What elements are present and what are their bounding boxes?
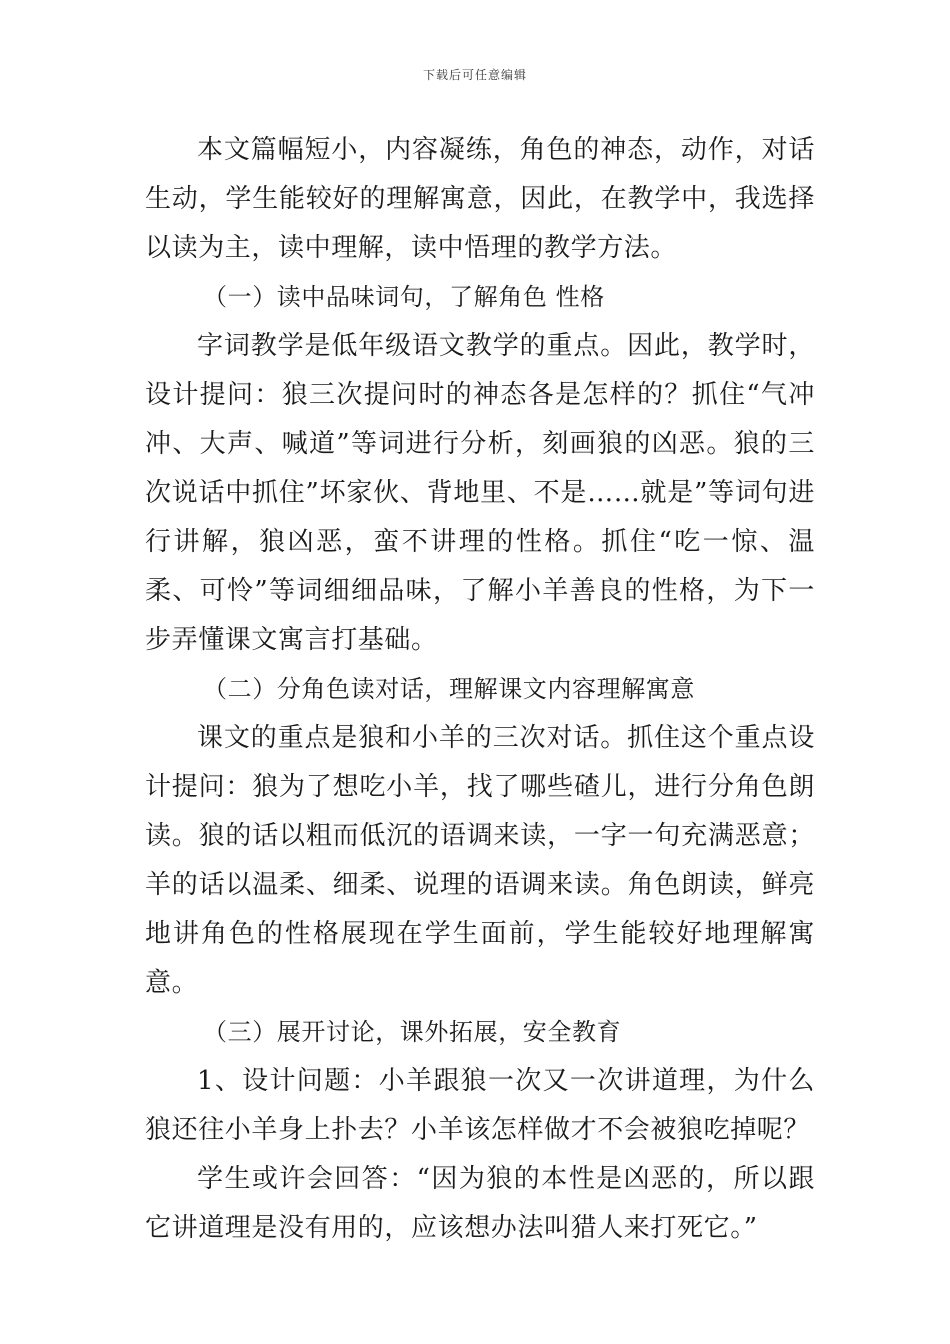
document-body: [145, 126, 815, 1253]
page-header: 下载后可任意编辑: [422, 68, 527, 82]
paragraph-question: 1、设计问题：小羊跟狼一次又一次讲道理，为什么狼还往小羊身上扑去？小羊该怎样做才不会被狼吃掉呢？: [145, 1066, 815, 1145]
section-heading-3: （三）展开讨论，课外拓展，安全教育: [203, 1018, 622, 1046]
paragraph-section-2: 课文的重点是狼和小羊的三次对话。抓住这个重点设计提问：狼为了想吃小羊，找了哪些碴儿，进行分角色朗读。狼的话以粗而低沉的语调来读，一字一句充满恶意；羊的话以温柔、细柔、说理的语调来读。角色朗读，鲜亮地讲角色的性格展现在学生面前，学生能较好地理解寓意。: [145, 723, 815, 998]
paragraph-answer: 学生或许会回答：“因为狼的本性是凶恶的，所以跟它讲道理是没有用的，应该想办法叫猎人来打死它。”: [145, 1164, 815, 1243]
paragraph-intro: 本文篇幅短小，内容凝练，角色的神态，动作，对话生动，学生能较好的理解寓意，因此，在教学中，我选择以读为主，读中理解，读中悟理的教学方法。: [145, 135, 815, 263]
section-heading-2: （二）分角色读对话，理解课文内容理解寓意: [203, 675, 695, 703]
paragraph-section-1: 字词教学是低年级语文教学的重点。因此，教学时，设计提问：狼三次提问时的神态各是怎样的？抓住“气冲冲、大声、喊道”等词进行分析，刻画狼的凶恶。狼的三次说话中抓住”坏家伙、背地里、不是……就是”等词句进行讲解，狼凶恶，蛮不讲理的性格。抓住“吃一惊、温柔、可怜”等词细细品味，了解小羊善良的性格，为下一步弄懂课文寓言打基础。: [145, 331, 815, 655]
section-heading-1: （一）读中品味词句，了解角色 性格: [203, 283, 605, 311]
